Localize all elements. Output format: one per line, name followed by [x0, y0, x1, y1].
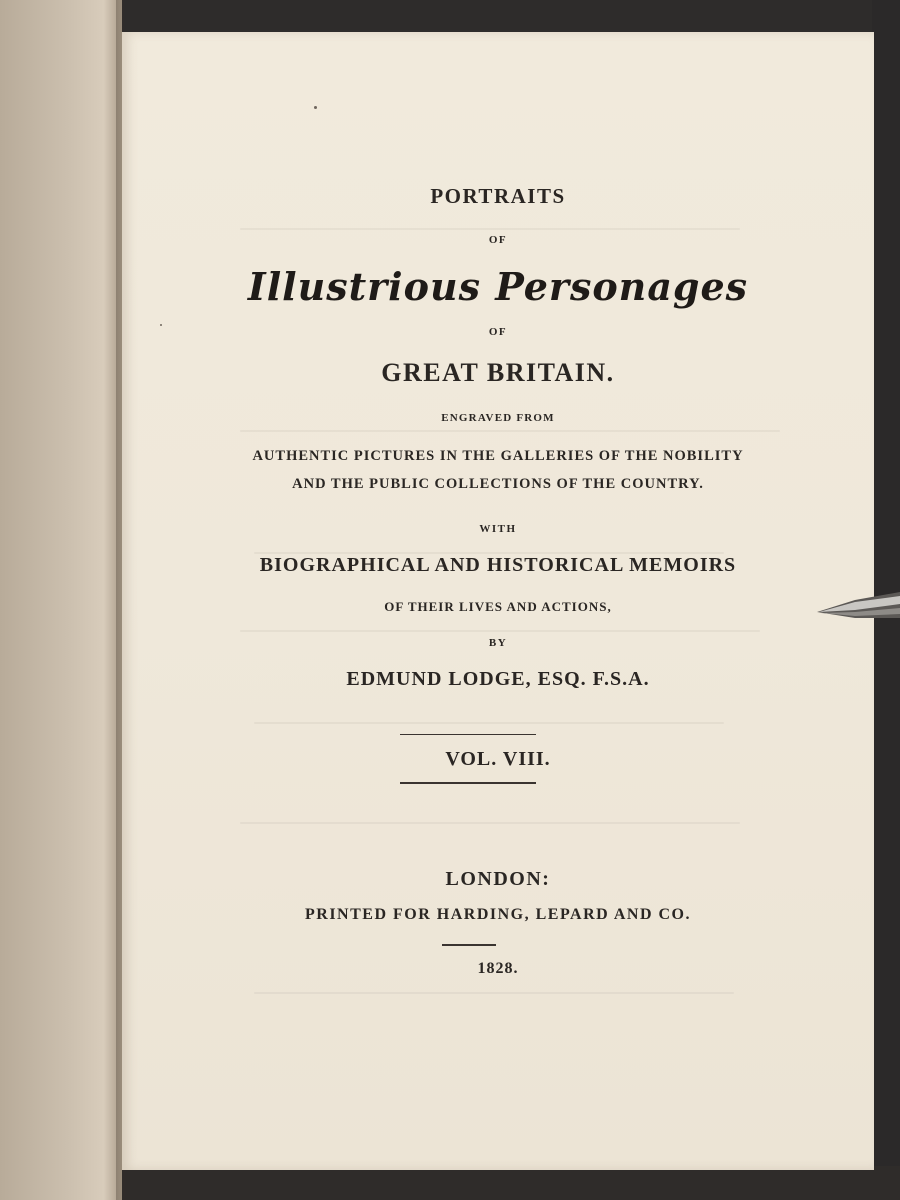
- title-portraits: PORTRAITS: [430, 184, 566, 208]
- book-cover-left: [0, 0, 122, 1200]
- memoirs-subtitle: OF THEIR LIVES AND ACTIONS,: [384, 599, 612, 614]
- show-through-line: [254, 722, 724, 724]
- subtitle-line-2: AND THE PUBLIC COLLECTIONS OF THE COUNTRY.: [292, 476, 704, 492]
- volume-number: VOL. VIII.: [445, 748, 551, 770]
- volume-rule-top: [400, 734, 536, 735]
- volume-rule-bottom: [400, 782, 536, 784]
- subtitle-line-1: AUTHENTIC PICTURES IN THE GALLERIES OF THE NOBILITY: [252, 448, 744, 464]
- connector-by: BY: [488, 637, 508, 649]
- memoirs-title: BIOGRAPHICAL AND HISTORICAL MEMOIRS: [259, 554, 737, 576]
- letter-opener-blade: [815, 588, 900, 630]
- show-through-line: [240, 430, 780, 432]
- imprint-year: 1828.: [477, 960, 519, 977]
- connector-with: WITH: [479, 523, 517, 535]
- engraved-from: ENGRAVED FROM: [441, 412, 555, 424]
- dark-background-bottom: [122, 1166, 900, 1200]
- connector-of: OF: [488, 234, 508, 246]
- paper-speck: [314, 106, 317, 109]
- imprint-city: LONDON:: [445, 868, 551, 890]
- title-page: [122, 32, 874, 1170]
- connector-of: OF: [488, 326, 508, 338]
- show-through-line: [240, 822, 740, 824]
- show-through-line: [240, 630, 760, 632]
- title-great-britain: GREAT BRITAIN.: [381, 358, 615, 387]
- author-name: EDMUND LODGE, ESQ. F.S.A.: [346, 668, 650, 690]
- imprint-printer: PRINTED FOR HARDING, LEPARD AND CO.: [305, 906, 691, 923]
- title-illustrious-personages: Illustrious Personages: [247, 264, 749, 309]
- year-rule: [442, 944, 496, 946]
- show-through-line: [254, 992, 734, 994]
- show-through-line: [240, 228, 740, 230]
